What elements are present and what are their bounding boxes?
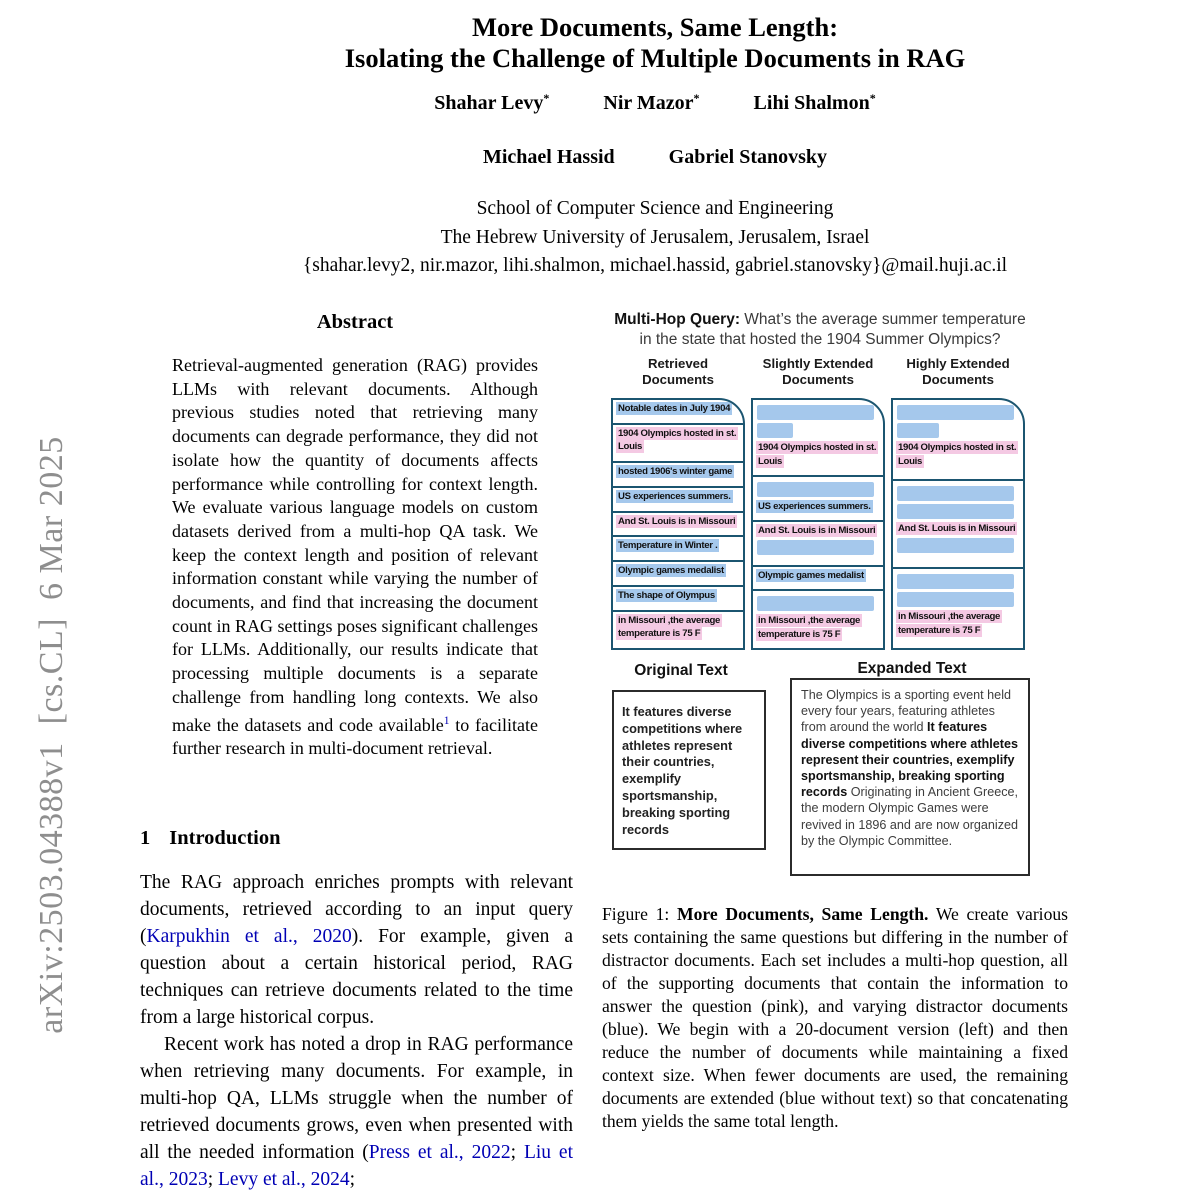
expanded-text-box xyxy=(790,678,1030,876)
doc-snippet: Notable dates in July 1904 xyxy=(618,403,731,414)
doc-snippet-line xyxy=(756,569,880,583)
author-asterisk: * xyxy=(869,91,876,105)
citation-link[interactable]: Karpukhin et al., 2020 xyxy=(146,926,352,947)
distractor-bar xyxy=(757,540,874,555)
author-asterisk: * xyxy=(543,91,550,105)
introduction-heading xyxy=(140,827,573,850)
abstract-heading: Abstract xyxy=(316,311,394,333)
document-cell xyxy=(753,477,883,522)
section-title: Introduction xyxy=(169,827,281,849)
distractor-bar xyxy=(897,504,1014,519)
column-header xyxy=(748,356,888,388)
document-cell xyxy=(613,562,743,587)
document-cell xyxy=(613,400,743,425)
doc-snippet: 1904 Olympics hosted in st. Louis xyxy=(758,442,877,467)
document-cell xyxy=(613,612,743,648)
document-cell xyxy=(613,513,743,538)
text-run: Figure 1: xyxy=(602,904,678,924)
text-run: The RAG approach enriches prompts with relevant documents, retrieved according to an input query ( xyxy=(140,872,573,947)
distractor-bar xyxy=(897,423,939,438)
doc-snippet: 1904 Olympics hosted in st. Louis xyxy=(618,427,737,453)
text-run: Retrieval-augmented generation (RAG) provides LLMs with relevant documents. Although previous studies noted that retrieving many documents can degrade performance, they did not isolate how the quantity of documents affects performance while controlling for context length. We evaluate various language models on custom datasets derived from a multi-hop QA task. We keep the context length and position of relevant information constant while varying the number of documents, and find that increasing the document count in RAG settings poses significant challenges for LLMs. Additionally, our results indicate that processing multiple documents is a separate challenge from handling long contexts. We also make the datasets and code available xyxy=(172,355,538,735)
doc-snippet-line xyxy=(616,490,740,504)
document-cell xyxy=(753,400,883,477)
document-column-2 xyxy=(751,398,885,650)
paper-title-line2: Isolating the Challenge of Multiple Documents in RAG xyxy=(344,43,966,73)
affiliation-school: School of Computer Science and Engineering xyxy=(476,198,834,219)
doc-snippet: The shape of Olympus xyxy=(618,589,715,601)
section-number: 1 xyxy=(140,827,151,849)
doc-snippet: in Missouri ,the average temperature is 75 F xyxy=(618,614,721,640)
document-column-3 xyxy=(891,398,1025,650)
introduction-paragraph-2 xyxy=(140,1031,573,1193)
document-cell xyxy=(613,425,743,463)
doc-snippet-line xyxy=(616,465,740,479)
author-asterisk: * xyxy=(693,91,700,105)
doc-snippet-line xyxy=(756,500,880,514)
footnote-marker: 1 xyxy=(443,714,450,727)
doc-snippet: Olympic games medalist xyxy=(758,570,864,582)
distractor-bar xyxy=(757,423,793,438)
document-columns xyxy=(611,398,1025,650)
distractor-bar xyxy=(757,482,874,497)
document-cell xyxy=(753,591,883,648)
distractor-bar xyxy=(897,405,1014,420)
doc-snippet-line xyxy=(616,589,740,603)
text-run: The Olympics is a sporting event held every four years, featuring athletes from around the world xyxy=(801,688,1011,735)
affiliation-emails: {shahar.levy2, nir.mazor, lihi.shalmon, michael.hassid, gabriel.stanovsky}@mail.huji.ac.il xyxy=(302,255,1008,276)
text-run: We create various sets containing the same questions but differing in the number of distractor documents. Each set includes a multi-hop question, all of the supporting documents that contain the information to answer the question (pink), and varying distractor documents (blue). We begin with a 20-document version (left) and then reduce the number of documents while maintaining a fixed context size. When fewer documents are used, the remaining documents are extended (blue without text) so that concatenating them yields the same total length. xyxy=(602,904,1069,1131)
column-header-line: Documents xyxy=(922,372,994,387)
authors-row-2 xyxy=(130,146,1180,169)
text-run: to facilitate further research in multi-document retrieval. xyxy=(172,714,538,759)
affiliation-block xyxy=(130,195,1180,281)
text-run: ; xyxy=(510,1142,524,1163)
doc-snippet-line xyxy=(896,522,1020,536)
column-header-line: Slightly Extended xyxy=(762,356,874,371)
expanded-text-label: Expanded Text xyxy=(857,660,967,677)
citation-link[interactable]: Liu et al., 2023 xyxy=(140,1142,574,1190)
column-header-line: Documents xyxy=(782,372,854,387)
column-header xyxy=(608,356,748,388)
author-name: Lihi Shalmon* xyxy=(753,91,876,114)
doc-snippet: hosted 1906's winter game xyxy=(618,466,733,478)
document-cell xyxy=(893,481,1023,569)
document-column-headers xyxy=(602,356,1070,396)
arxiv-stamp: arXiv:2503.04388v1 [cs.CL] 6 Mar 2025 xyxy=(33,436,70,1034)
doc-snippet: in Missouri ,the average temperature is 75 F xyxy=(758,615,861,640)
distractor-bar xyxy=(897,538,1014,553)
text-run: More Documents, Same Length. xyxy=(677,904,929,924)
figure-caption xyxy=(602,903,1068,1133)
original-text-label: Original Text xyxy=(634,662,728,679)
document-cell xyxy=(753,522,883,567)
document-cell xyxy=(613,537,743,562)
document-cell xyxy=(613,488,743,513)
document-cell xyxy=(613,587,743,612)
introduction-paragraph-1 xyxy=(140,869,573,1031)
doc-snippet-line xyxy=(616,427,740,454)
text-run: What’s the average summer temperature in the state that hosted the 1904 Summer Olympics? xyxy=(639,311,1026,348)
text-run: Recent work has noted a drop in RAG performance when retrieving many documents. For example, in multi-hop QA, LLMs struggle when the number of retrieved documents grows, even when presented with all the needed information ( xyxy=(140,1034,573,1163)
doc-snippet-line xyxy=(756,614,880,641)
text-run: Originating in Ancient Greece, the modern Olympic Games were revived in 1896 and are now organized by the Olympic Committee. xyxy=(801,785,1019,848)
doc-snippet-line xyxy=(896,610,1020,637)
doc-snippet: US experiences summers. xyxy=(618,490,731,502)
distractor-bar xyxy=(897,592,1014,607)
column-header-line: Retrieved xyxy=(647,356,709,371)
original-text-box: It features diverse competitions where athletes represent their countries, exemplify sportsmanship, breaking sporting records xyxy=(612,690,766,850)
document-cell xyxy=(893,569,1023,648)
doc-snippet: And St. Louis is in Missouri xyxy=(758,524,876,536)
doc-snippet-line xyxy=(756,524,880,538)
distractor-bar xyxy=(757,596,874,611)
doc-snippet-line xyxy=(616,564,740,578)
text-run: ; xyxy=(207,1169,218,1190)
doc-snippet-line xyxy=(616,402,740,416)
doc-snippet: Olympic games medalist xyxy=(618,565,724,577)
distractor-bar xyxy=(897,574,1014,589)
distractor-bar xyxy=(757,405,874,420)
distractor-bar xyxy=(897,486,1014,501)
paper-header xyxy=(130,12,1180,281)
text-run: It features diverse competitions where athletes represent their countries, exemplify sportsmanship, breaking sporting records xyxy=(801,720,1018,800)
document-cell xyxy=(613,463,743,488)
author-name: Nir Mazor* xyxy=(603,91,700,114)
text-run: Multi-Hop Query: xyxy=(614,311,740,328)
document-column-1 xyxy=(611,398,745,650)
figure-1 xyxy=(602,310,1070,902)
author-name: Shahar Levy* xyxy=(434,91,550,114)
doc-snippet: 1904 Olympics hosted in st. Louis xyxy=(898,442,1017,467)
doc-snippet-line xyxy=(756,441,880,468)
doc-snippet: US experiences summers. xyxy=(758,500,871,512)
paper-title-line1: More Documents, Same Length: xyxy=(471,12,839,42)
doc-snippet-line xyxy=(616,539,740,553)
doc-snippet: Temperature in Winter . xyxy=(618,540,718,552)
column-header-line: Highly Extended xyxy=(906,356,1010,371)
doc-snippet-line xyxy=(616,614,740,641)
text-run: ; xyxy=(349,1169,356,1190)
citation-link[interactable]: Levy et al., 2024 xyxy=(218,1169,350,1190)
author-name: Gabriel Stanovsky xyxy=(668,146,828,168)
doc-snippet: And St. Louis is in Missouri xyxy=(898,522,1016,534)
doc-snippet-line xyxy=(616,515,740,529)
column-header-line: Documents xyxy=(642,372,714,387)
text-run: ). For example, given a question about a certain historical period, RAG techniques can retrieve documents related to the time from a large historical corpus. xyxy=(140,926,573,1028)
multi-hop-query xyxy=(610,310,1030,350)
abstract-text xyxy=(172,354,538,761)
doc-snippet: And St. Louis is in Missouri xyxy=(618,515,736,527)
paper-title xyxy=(130,12,1180,74)
document-cell xyxy=(893,400,1023,481)
doc-snippet: in Missouri ,the average temperature is 75 F xyxy=(898,611,1001,636)
doc-snippet-line xyxy=(896,441,1020,468)
author-name: Michael Hassid xyxy=(482,146,615,168)
column-header xyxy=(888,356,1028,388)
introduction-section xyxy=(140,827,573,1193)
authors-row-1 xyxy=(130,91,1180,115)
document-cell xyxy=(753,567,883,591)
affiliation-university: The Hebrew University of Jerusalem, Jerusalem, Israel xyxy=(440,226,870,248)
abstract-section xyxy=(172,311,538,761)
citation-link[interactable]: Press et al., 2022 xyxy=(368,1142,511,1163)
